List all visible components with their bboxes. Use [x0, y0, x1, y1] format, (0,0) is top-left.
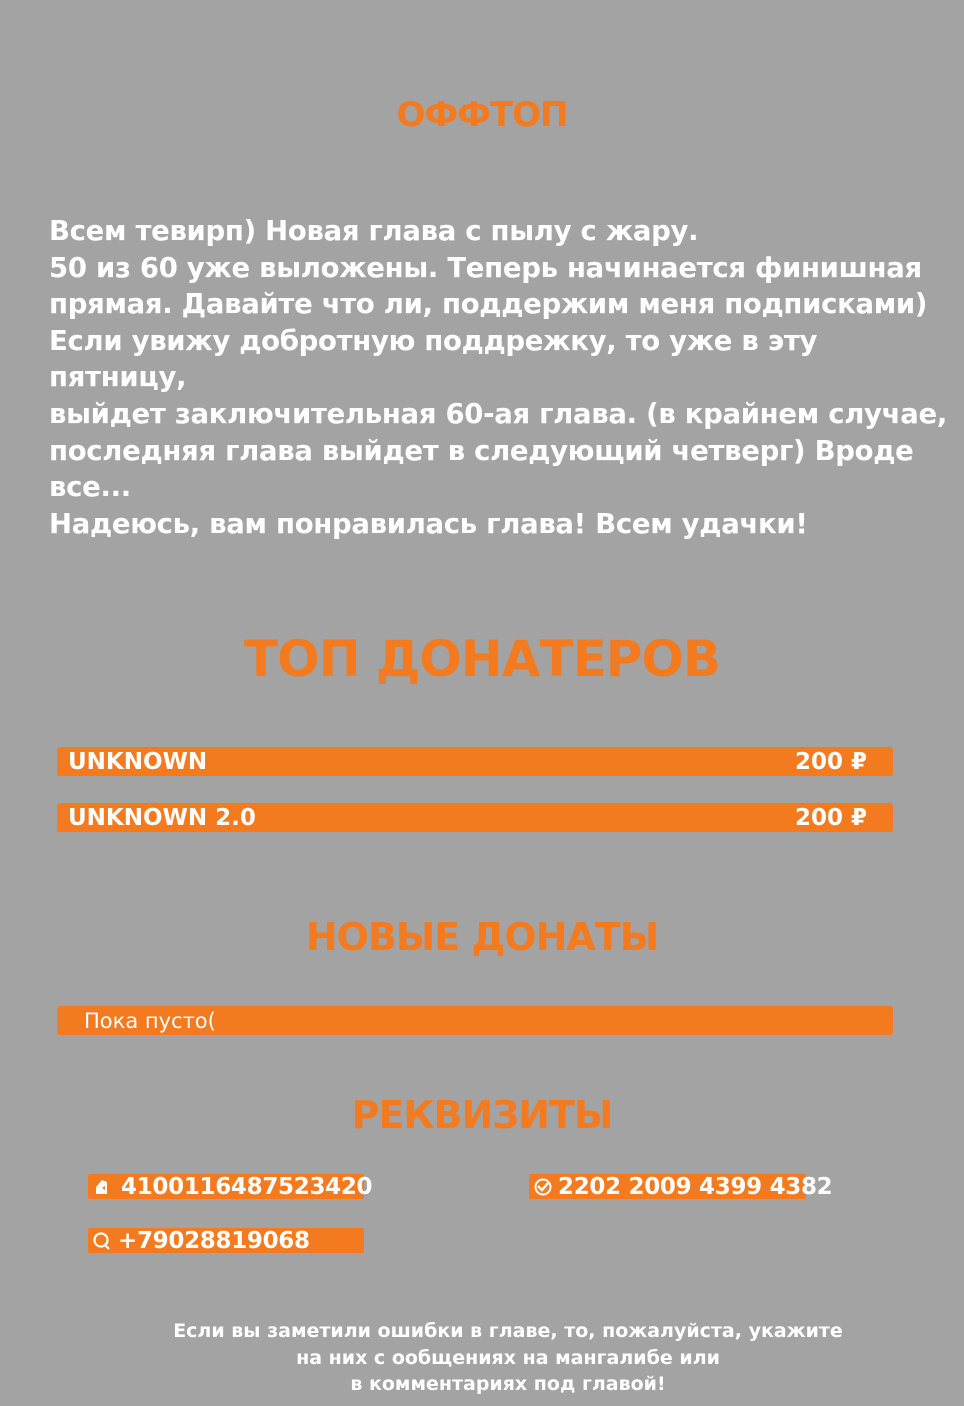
qiwi-requisite: [88, 1228, 364, 1253]
yandex-money-icon: [93, 1178, 111, 1196]
new-donates-title: НОВЫЕ ДОНАТЫ: [305, 915, 659, 959]
donor-name: UNKNOWN 2.0: [68, 804, 256, 831]
yandex-money-number: 4100116487523420: [121, 1173, 373, 1200]
new-donates-bar: [57, 1006, 893, 1035]
new-donates-text: Пока пусто(: [84, 1008, 216, 1033]
requisites-title: РЕКВИЗИТЫ: [351, 1093, 613, 1137]
offtop-title: оффтоп: [396, 82, 568, 138]
card-requisite: [529, 1173, 833, 1200]
donor-name: UNKNOWN: [68, 748, 208, 775]
donor-amount: 200 ₽: [794, 804, 867, 831]
yandex-money-requisite: [88, 1173, 373, 1200]
donor-amount: 200 ₽: [794, 748, 867, 775]
donor-row: [57, 803, 893, 832]
card-number: 2202 2009 4399 4382: [558, 1173, 833, 1200]
footer-note: Если вы заметили ошибки в главе, то, пожалуйста, укажите на них с ообщениях на мангалибе или в комментариях под главой!: [173, 1320, 843, 1395]
top-donaters-title: ТОП ДОНАТЕРОВ: [244, 630, 720, 688]
qiwi-number: +79028819068: [118, 1227, 310, 1254]
qiwi-icon: [93, 1232, 111, 1250]
sberbank-icon: [534, 1178, 552, 1196]
donor-row: [57, 747, 893, 776]
offtop-message: Всем тевирп) Новая глава с пылу с жару. 50 из 60 уже выложены. Теперь начинается финишная прямая. Давайте что ли, поддержим меня подписками) Если увижу добротную поддрежку, то уже в эту пятницу, выйдет заключительная 60-ая глава. (в крайнем случае, последняя глава выйдет в следующий четверг) Вроде все... Надеюсь, вам понравилась глава! Всем удачки!: [49, 215, 947, 540]
